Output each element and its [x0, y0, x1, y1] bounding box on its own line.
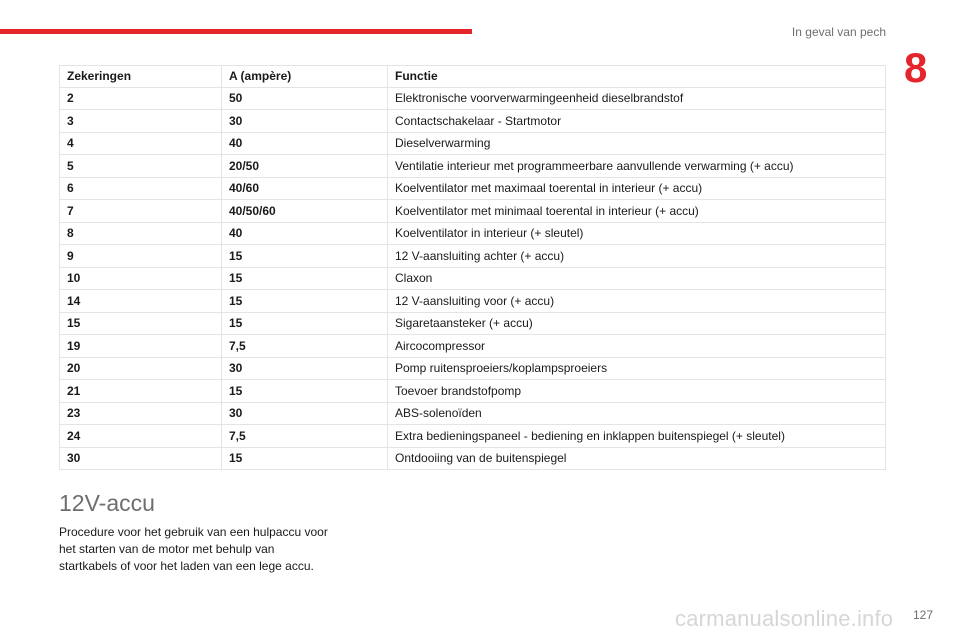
table-header-row [59, 65, 886, 88]
page-number: 127 [913, 608, 934, 622]
section-heading: 12V-accu [59, 490, 155, 516]
function-cell: Koelventilator met maximaal toerental in interieur (+ accu) [388, 178, 886, 201]
fuse-number-cell: 7 [59, 200, 222, 223]
table-row [59, 223, 886, 246]
function-cell: Ontdooiing van de buitenspiegel [388, 448, 886, 471]
table-row [59, 448, 886, 471]
function-cell: Koelventilator in interieur (+ sleutel) [388, 223, 886, 246]
table-row [59, 178, 886, 201]
fuse-number-cell: 2 [59, 88, 222, 111]
ampere-cell: 15 [222, 245, 388, 268]
ampere-cell: 30 [222, 110, 388, 133]
table-row [59, 358, 886, 381]
fuse-number-cell: 4 [59, 133, 222, 156]
fuse-number-cell: 19 [59, 335, 222, 358]
table-body [59, 88, 886, 471]
fuse-number-cell: 24 [59, 425, 222, 448]
fuse-number-cell: 30 [59, 448, 222, 471]
table-row [59, 88, 886, 111]
fuse-number-cell: 15 [59, 313, 222, 336]
fuse-number-cell: 20 [59, 358, 222, 381]
fuse-number-cell: 14 [59, 290, 222, 313]
ampere-cell: 40 [222, 223, 388, 246]
function-cell: Sigaretaansteker (+ accu) [388, 313, 886, 336]
table-row [59, 133, 886, 156]
table-row [59, 245, 886, 268]
column-header-ampere: A (ampère) [222, 65, 388, 88]
watermark: carmanualsonline.info [675, 606, 894, 631]
function-cell: Contactschakelaar - Startmotor [388, 110, 886, 133]
fuse-number-cell: 9 [59, 245, 222, 268]
function-cell: Aircocompressor [388, 335, 886, 358]
ampere-cell: 20/50 [222, 155, 388, 178]
column-header-function: Functie [388, 65, 886, 88]
header-accent-bar [0, 29, 472, 34]
fuse-number-cell: 10 [59, 268, 222, 291]
section-title: In geval van pech [791, 25, 886, 39]
table-row [59, 335, 886, 358]
ampere-cell: 15 [222, 380, 388, 403]
table-row [59, 268, 886, 291]
function-cell: Koelventilator met minimaal toerental in interieur (+ accu) [388, 200, 886, 223]
function-cell: Elektronische voorverwarmingeenheid dieselbrandstof [388, 88, 886, 111]
function-cell: Ventilatie interieur met programmeerbare aanvullende verwarming (+ accu) [388, 155, 886, 178]
function-cell: ABS-solenoïden [388, 403, 886, 426]
fuse-number-cell: 5 [59, 155, 222, 178]
chapter-number: 8 [904, 44, 928, 91]
function-cell: 12 V-aansluiting achter (+ accu) [388, 245, 886, 268]
fuse-number-cell: 21 [59, 380, 222, 403]
table-row [59, 380, 886, 403]
fuse-table [59, 65, 886, 470]
ampere-cell: 15 [222, 268, 388, 291]
ampere-cell: 30 [222, 403, 388, 426]
function-cell: Dieselverwarming [388, 133, 886, 156]
ampere-cell: 40 [222, 133, 388, 156]
table-row [59, 425, 886, 448]
fuse-number-cell: 8 [59, 223, 222, 246]
ampere-cell: 30 [222, 358, 388, 381]
ampere-cell: 15 [222, 290, 388, 313]
function-cell: Toevoer brandstofpomp [388, 380, 886, 403]
function-cell: Extra bedieningspaneel - bediening en inklappen buitenspiegel (+ sleutel) [388, 425, 886, 448]
ampere-cell: 15 [222, 313, 388, 336]
ampere-cell: 40/50/60 [222, 200, 388, 223]
fuse-number-cell: 3 [59, 110, 222, 133]
ampere-cell: 15 [222, 448, 388, 471]
section-paragraph: Procedure voor het gebruik van een hulpaccu voor het starten van de motor met behulp van startkabels of voor het laden van een lege accu. [59, 525, 328, 573]
ampere-cell: 50 [222, 88, 388, 111]
table-row [59, 200, 886, 223]
ampere-cell: 7,5 [222, 335, 388, 358]
table-row [59, 110, 886, 133]
table-row [59, 403, 886, 426]
ampere-cell: 7,5 [222, 425, 388, 448]
fuse-number-cell: 6 [59, 178, 222, 201]
table-row [59, 290, 886, 313]
function-cell: 12 V-aansluiting voor (+ accu) [388, 290, 886, 313]
function-cell: Claxon [388, 268, 886, 291]
table-row [59, 313, 886, 336]
function-cell: Pomp ruitensproeiers/koplampsproeiers [388, 358, 886, 381]
ampere-cell: 40/60 [222, 178, 388, 201]
table-row [59, 155, 886, 178]
column-header-fuses: Zekeringen [59, 65, 222, 88]
fuse-number-cell: 23 [59, 403, 222, 426]
